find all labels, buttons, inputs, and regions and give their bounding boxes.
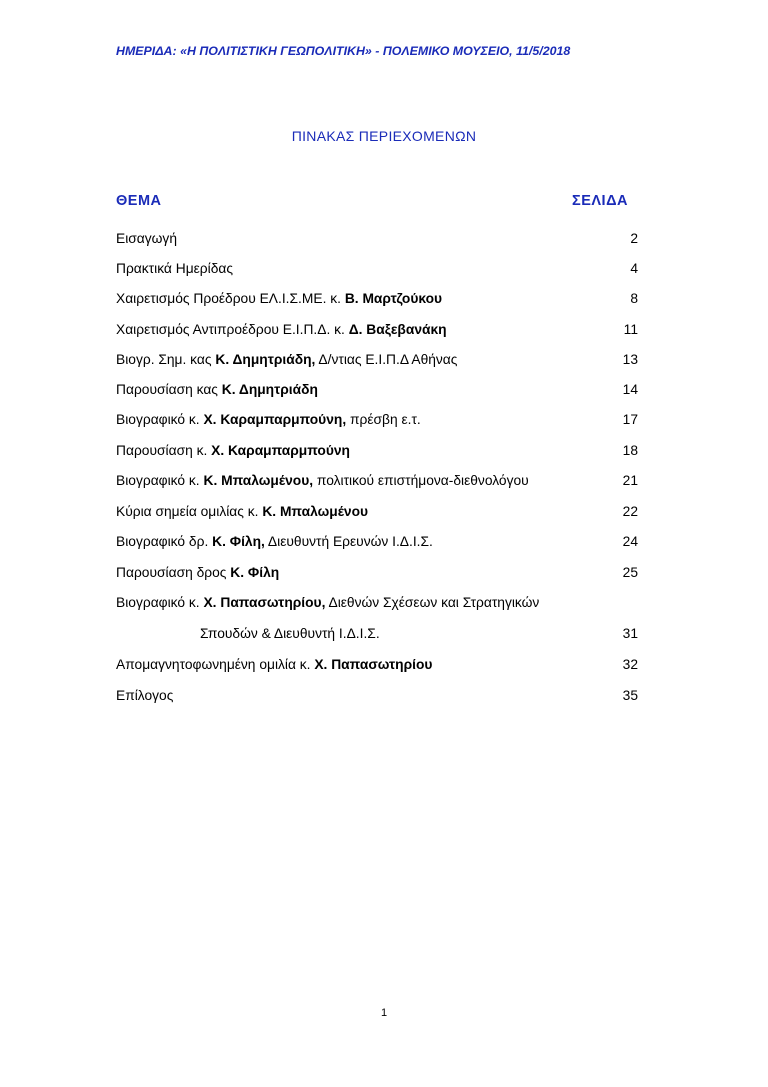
toc-page-number: 32 [622,657,638,672]
toc-page-number: 24 [622,534,638,549]
toc-page-number: 4 [630,261,638,276]
toc-row-transcribed-speech-papasotiriou [116,655,638,675]
toc-entry: Εισαγωγή [116,231,178,246]
toc-row-proceedings [116,259,638,279]
column-header-page: ΣΕΛΙΔΑ [572,193,628,209]
toc-title: ΠΙΝΑΚΑΣ ΠΕΡΙΕΧΟΜΕΝΩΝ [291,128,477,144]
toc-entry: Βιογραφικό κ. Χ. Καραμπαρμπούνη, πρέσβη ε.τ. [116,412,421,427]
toc-entry: Βιογραφικό κ. Κ. Μπαλωμένου, πολιτικού επιστήμονα-διεθνολόγου [116,473,529,488]
toc-row-presentation-fili [116,563,638,583]
toc-row-bio-papasotiriou-continued [116,624,638,644]
toc-page-number: 11 [623,322,638,337]
toc-page-number: 18 [622,443,638,458]
toc-row-presentation-karamparmpouni [116,441,638,461]
toc-entry: Χαιρετισμός Αντιπροέδρου Ε.Ι.Π.Δ. κ. Δ. Βαξεβανάκη [116,322,447,337]
toc-entry: Παρουσίαση κας Κ. Δημητριάδη [116,382,318,397]
toc-entry: Βιογραφικό δρ. Κ. Φίλη, Διευθυντή Ερευνών Ι.Δ.Ι.Σ. [116,534,433,549]
toc-entry: Παρουσίαση κ. Χ. Καραμπαρμπούνη [116,443,350,458]
toc-row-bio-balomenou [116,471,638,491]
toc-row-bio-papasotiriou [116,593,638,613]
toc-page-number: 2 [630,231,638,246]
toc-entry: Παρουσίαση δρος Κ. Φίλη [116,565,280,580]
toc-entry: Σπουδών & Διευθυντή Ι.Δ.Ι.Σ. [200,626,380,641]
toc-page-number: 25 [622,565,638,580]
toc-page-number: 17 [622,412,638,427]
toc-entry: Επίλογος [116,688,174,703]
toc-row-bio-dimitriadi [116,350,638,370]
toc-row-epilogue [116,686,638,706]
toc-row-intro [116,229,638,249]
toc-entry: Βιογραφικό κ. Χ. Παπασωτηρίου, Διεθνών Σχέσεων και Στρατηγικών [116,595,540,610]
toc-page-number: 22 [622,504,638,519]
toc-entry: Απομαγνητοφωνημένη ομιλία κ. Χ. Παπασωτηρίου [116,657,433,672]
toc-page-number: 21 [622,473,638,488]
page-number: 1 [380,1007,388,1019]
column-header-theme: ΘΕΜΑ [116,193,162,209]
toc-row-bio-karamparmpouni [116,410,638,430]
toc-row-bio-fili [116,532,638,552]
toc-entry: Πρακτικά Ημερίδας [116,261,234,276]
toc-entry: Βιογρ. Σημ. κας Κ. Δημητριάδη, Δ/ντιας Ε.Ι.Π.Δ Αθήνας [116,352,458,367]
toc-row-speech-points-balomenou [116,502,638,522]
toc-page-number: 14 [622,382,638,397]
toc-entry: Χαιρετισμός Προέδρου ΕΛ.Ι.Σ.ΜΕ. κ. Β. Μαρτζούκου [116,291,443,306]
toc-page-number: 31 [622,626,638,641]
toc-row-greeting-vice-president [116,320,638,340]
toc-page-number: 35 [622,688,638,703]
toc-row-greeting-president [116,289,638,309]
toc-row-presentation-dimitriadi [116,380,638,400]
document-header: ΗΜΕΡΙΔΑ: «Η ΠΟΛΙΤΙΣΤΙΚΗ ΓΕΩΠΟΛΙΤΙΚΗ» - ΠΟΛΕΜΙΚΟ ΜΟΥΣΕΙΟ, 11/5/2018 [116,44,571,58]
toc-page-number: 8 [630,291,638,306]
toc-entry: Κύρια σημεία ομιλίας κ. Κ. Μπαλωμένου [116,504,369,519]
toc-page-number: 13 [622,352,638,367]
